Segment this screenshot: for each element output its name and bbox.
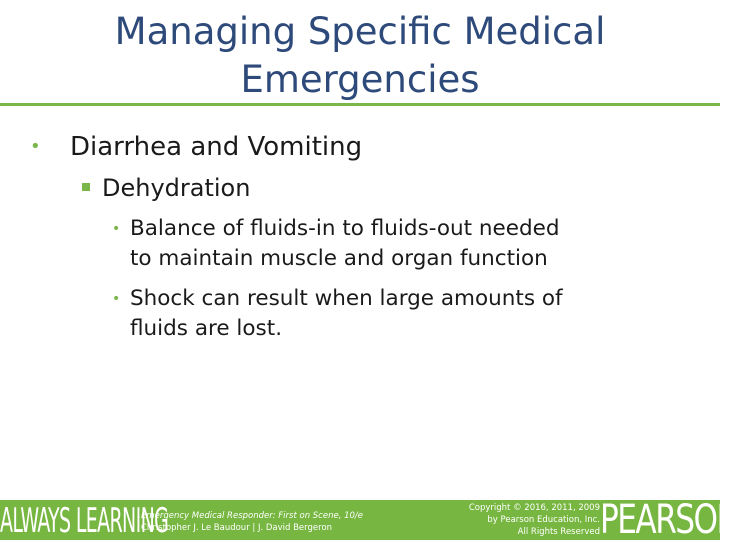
book-authors: Christopher J. Le Baudour | J. David Bergeron [141, 523, 333, 533]
bullet-dot-icon: • [112, 291, 121, 307]
book-title: Emergency Medical Responder: First on Scene, 10/e [141, 511, 364, 521]
bullet-level-2-text: Dehydration [102, 174, 251, 202]
copyright-line: Copyright © 2016, 2011, 2009 [468, 503, 600, 513]
copyright-line: All Rights Reserved [517, 527, 600, 537]
copyright-notice [440, 502, 600, 538]
copyright-line: by Pearson Education, Inc. [487, 515, 600, 525]
footer-bar [0, 497, 738, 543]
bullet-level-1-text: Diarrhea and Vomiting [70, 132, 363, 162]
title-divider [0, 103, 720, 106]
bullet-level-2 [82, 172, 250, 204]
book-citation [141, 510, 363, 534]
bullet-level-1 [30, 130, 362, 164]
slide-title-line-2: Emergencies [240, 58, 480, 101]
always-learning-logo: ALWAYS LEARNING [0, 501, 169, 541]
slide-title [0, 8, 720, 104]
bullet-level-3 [112, 214, 682, 274]
bullet-level-3-line: Shock can result when large amounts of [130, 286, 563, 311]
bullet-square-icon [82, 183, 90, 191]
bullet-level-3-line: Balance of fluids-in to fluids-out needed [130, 216, 560, 241]
bullet-level-3 [112, 284, 682, 344]
bullet-dot-icon: • [30, 136, 41, 157]
bullet-level-3-line: to maintain muscle and organ function [130, 246, 548, 271]
pearson-logo: PEARSON [600, 497, 738, 543]
slide-title-line-1: Managing Specific Medical [114, 10, 606, 53]
bullet-dot-icon: • [112, 221, 121, 237]
bullet-level-3-line: fluids are lost. [130, 316, 283, 341]
